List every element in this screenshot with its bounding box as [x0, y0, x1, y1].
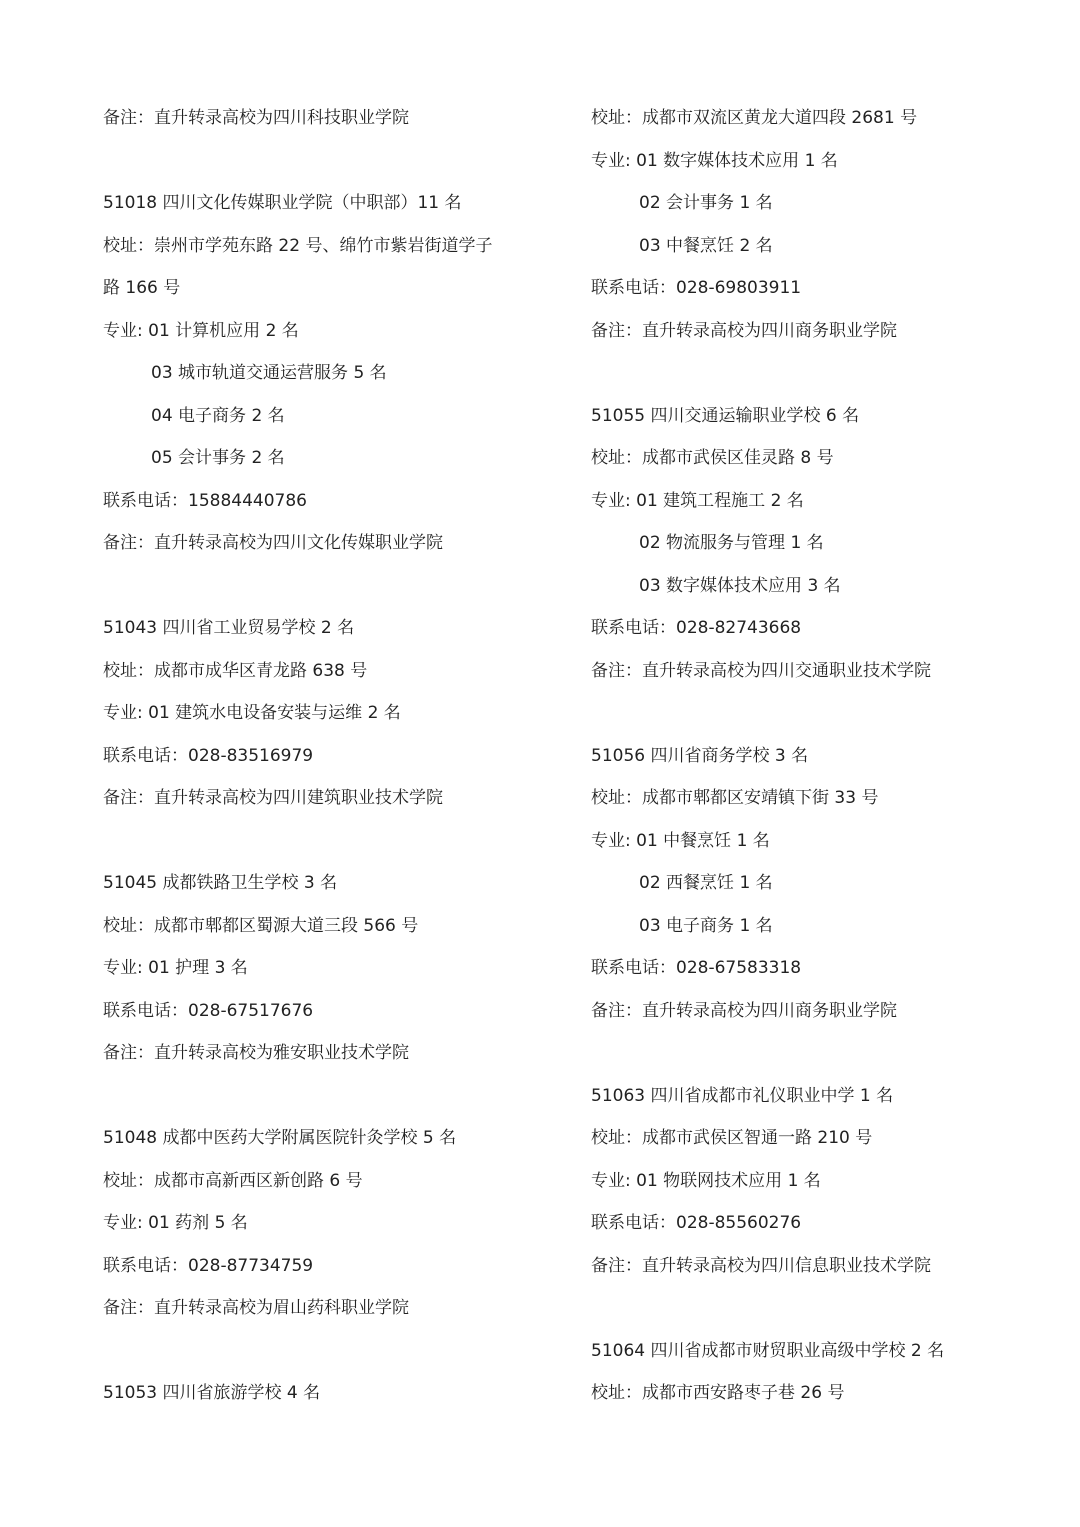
- blank-line: [591, 1032, 1031, 1075]
- text-line: 联系电话：028-87734759: [103, 1255, 314, 1276]
- text-line: 专业: 01 数字媒体技术应用 1 名: [591, 150, 838, 171]
- text-line: 51063 四川省成都市礼仪职业中学 1 名: [591, 1085, 894, 1106]
- text-line: 03 电子商务 1 名: [639, 915, 773, 936]
- text-line: 校址：成都市武侯区佳灵路 8 号: [591, 448, 834, 468]
- blank-line: [103, 565, 553, 608]
- text-line: 备注：直升转录高校为四川信息职业技术学院: [591, 1255, 931, 1276]
- text-line: 校址：崇州市学苑东路 22 号、绵竹市紫岩街道学子: [103, 235, 493, 256]
- text-line: 05 会计事务 2 名: [151, 448, 285, 468]
- text-line: 备注：直升转录高校为四川建筑职业技术学院: [103, 788, 443, 808]
- text-line: 备注：直升转录高校为四川交通职业技术学院: [591, 660, 931, 681]
- text-line: 备注：直升转录高校为四川文化传媒职业学院: [103, 533, 443, 553]
- text-line: 03 城市轨道交通运营服务 5 名: [151, 363, 387, 383]
- text-line: 联系电话：028-83516979: [103, 745, 314, 766]
- blank-line: [103, 1330, 553, 1373]
- text-line: 备注：直升转录高校为四川科技职业学院: [103, 108, 409, 128]
- text-line: 联系电话：15884440786: [103, 490, 307, 511]
- text-line: 51043 四川省工业贸易学校 2 名: [103, 618, 355, 638]
- text-line: 专业: 01 物联网技术应用 1 名: [591, 1170, 821, 1191]
- text-line: 校址：成都市郫都区安靖镇下街 33 号: [591, 788, 879, 808]
- left-column: [103, 97, 553, 1415]
- text-line: 51055 四川交通运输职业学校 6 名: [591, 405, 860, 426]
- text-line: 02 西餐烹饪 1 名: [639, 873, 773, 893]
- text-line: 03 数字媒体技术应用 3 名: [639, 575, 841, 596]
- text-line: 备注：直升转录高校为四川商务职业学院: [591, 320, 897, 341]
- text-line: 联系电话：028-69803911: [591, 278, 802, 298]
- text-line: 校址：成都市双流区黄龙大道四段 2681 号: [591, 108, 918, 128]
- text-line: 校址：成都市武侯区智通一路 210 号: [591, 1128, 873, 1148]
- text-line: 备注：直升转录高校为雅安职业技术学院: [103, 1043, 409, 1063]
- text-line: 校址：成都市郫都区蜀源大道三段 566 号: [103, 915, 419, 936]
- text-line: 校址：成都市西安路枣子巷 26 号: [591, 1383, 845, 1403]
- blank-line: [591, 692, 1031, 735]
- blank-line: [591, 1287, 1031, 1330]
- text-line: 校址：成都市成华区青龙路 638 号: [103, 660, 368, 681]
- text-line: 备注：直升转录高校为四川商务职业学院: [591, 1000, 897, 1021]
- right-column: [591, 97, 1031, 1415]
- text-line: 02 会计事务 1 名: [639, 193, 773, 213]
- text-line: 联系电话：028-67583318: [591, 958, 802, 978]
- text-line: 51045 成都铁路卫生学校 3 名: [103, 873, 338, 893]
- text-line: 51056 四川省商务学校 3 名: [591, 745, 809, 766]
- blank-line: [591, 352, 1031, 395]
- text-line: 联系电话：028-67517676: [103, 1000, 314, 1021]
- text-line: 专业: 01 中餐烹饪 1 名: [591, 830, 770, 851]
- text-line: 04 电子商务 2 名: [151, 405, 285, 426]
- text-line: 专业: 01 建筑水电设备安装与运维 2 名: [103, 703, 401, 723]
- text-line: 专业: 01 药剂 5 名: [103, 1213, 248, 1233]
- text-line: 备注：直升转录高校为眉山药科职业学院: [103, 1298, 409, 1318]
- text-line: 51053 四川省旅游学校 4 名: [103, 1383, 321, 1403]
- blank-line: [103, 820, 553, 863]
- text-line: 校址：成都市高新西区新创路 6 号: [103, 1170, 363, 1191]
- text-line: 路 166 号: [103, 278, 181, 298]
- blank-line: [103, 140, 553, 183]
- text-line: 联系电话：028-82743668: [591, 618, 802, 638]
- text-line: 专业: 01 护理 3 名: [103, 958, 248, 978]
- text-line: 02 物流服务与管理 1 名: [639, 533, 824, 553]
- text-line: 51064 四川省成都市财贸职业高级中学校 2 名: [591, 1340, 945, 1361]
- text-line: 专业: 01 计算机应用 2 名: [103, 320, 299, 341]
- text-line: 51048 成都中医药大学附属医院针灸学校 5 名: [103, 1128, 457, 1148]
- text-line: 联系电话：028-85560276: [591, 1213, 802, 1233]
- text-line: 专业: 01 建筑工程施工 2 名: [591, 490, 804, 511]
- blank-line: [103, 1075, 553, 1118]
- text-line: 51018 四川文化传媒职业学院（中职部）11 名: [103, 193, 462, 213]
- text-line: 03 中餐烹饪 2 名: [639, 235, 773, 256]
